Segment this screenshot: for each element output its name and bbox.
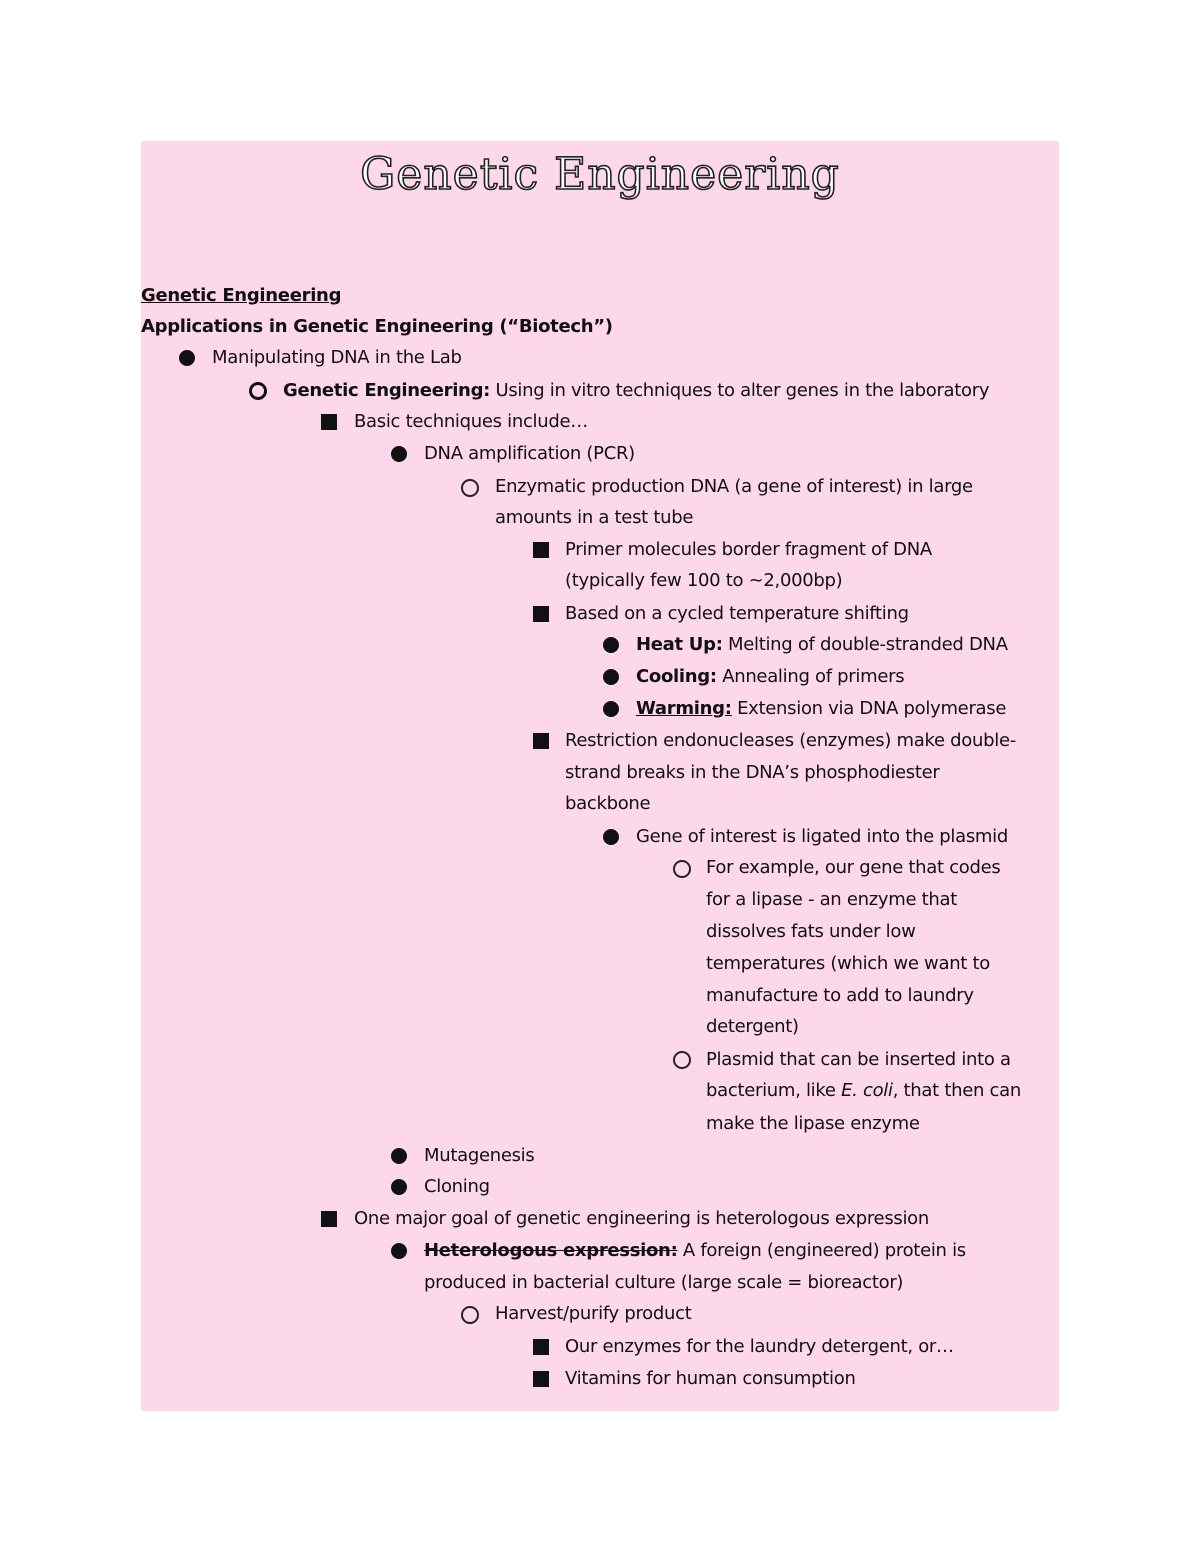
square-bullet-icon (533, 542, 549, 558)
list-item (636, 693, 1006, 725)
list-item: Mutagenesis (424, 1145, 535, 1166)
disc-bullet-icon (391, 446, 407, 462)
definition-text: Extension via DNA polymerase (731, 698, 1007, 719)
section-heading: Genetic Engineering (141, 285, 342, 306)
disc-bullet-icon (603, 829, 619, 845)
disc-bullet-icon (391, 1243, 407, 1259)
list-item (424, 1235, 966, 1267)
disc-bullet-icon (603, 669, 619, 685)
square-bullet-icon (321, 414, 337, 430)
list-item-continuation: backbone (565, 793, 651, 814)
term-warming: Warming: (636, 698, 732, 719)
term-heat-up: Heat Up: (636, 634, 723, 655)
circle-bullet-icon (461, 479, 479, 497)
list-item (636, 661, 904, 693)
list-item-continuation: dissolves fats under low (706, 921, 916, 942)
list-item: Basic techniques include… (354, 411, 588, 432)
list-item-continuation: strand breaks in the DNA’s phosphodiester (565, 762, 940, 783)
list-item (636, 629, 1008, 661)
list-item-continuation: produced in bacterial culture (large scale = bioreactor) (424, 1272, 904, 1293)
circle-bullet-icon (673, 860, 691, 878)
list-item-continuation: make the lipase enzyme (706, 1113, 920, 1134)
list-item-continuation: (typically few 100 to ~2,000bp) (565, 570, 843, 591)
term-genetic-engineering: Genetic Engineering: (283, 380, 491, 401)
circle-bullet-icon (673, 1051, 691, 1069)
definition-text: A foreign (engineered) protein is (677, 1240, 966, 1261)
list-item-continuation: manufacture to add to laundry (706, 985, 974, 1006)
list-item: Based on a cycled temperature shifting (565, 603, 909, 624)
circle-bullet-icon (249, 382, 267, 400)
square-bullet-icon (533, 606, 549, 622)
list-item: Vitamins for human consumption (565, 1368, 856, 1389)
list-item-continuation: for a lipase - an enzyme that (706, 889, 957, 910)
disc-bullet-icon (603, 701, 619, 717)
list-item: Enzymatic production DNA (a gene of interest) in large (495, 476, 973, 497)
document-title: Genetic Engineering (360, 149, 840, 200)
list-item (283, 375, 989, 407)
definition-text: Using in vitro techniques to alter genes in the laboratory (490, 380, 990, 401)
definition-text: Annealing of primers (716, 666, 905, 687)
list-item-continuation: detergent) (706, 1016, 799, 1037)
list-item: Restriction endonucleases (enzymes) make double- (565, 730, 1016, 751)
list-item: For example, our gene that codes (706, 857, 1001, 878)
list-item-continuation: temperatures (which we want to (706, 953, 990, 974)
square-bullet-icon (533, 1371, 549, 1387)
list-item: Plasmid that can be inserted into a (706, 1049, 1011, 1070)
list-item: DNA amplification (PCR) (424, 443, 635, 464)
definition-text: Melting of double-stranded DNA (722, 634, 1008, 655)
subsection-heading: Applications in Genetic Engineering (“Biotech”) (141, 316, 613, 337)
list-item: Cloning (424, 1176, 490, 1197)
organism-name: E. coli (841, 1080, 893, 1101)
term-heterologous-expression: Heterologous expression: (424, 1240, 678, 1261)
square-bullet-icon (533, 1339, 549, 1355)
square-bullet-icon (533, 733, 549, 749)
disc-bullet-icon (391, 1179, 407, 1195)
text-span: bacterium, like (706, 1080, 842, 1101)
list-item-continuation: amounts in a test tube (495, 507, 694, 528)
square-bullet-icon (321, 1211, 337, 1227)
list-item: Our enzymes for the laundry detergent, or… (565, 1336, 954, 1357)
list-item: Harvest/purify product (495, 1303, 692, 1324)
term-cooling: Cooling: (636, 666, 717, 687)
disc-bullet-icon (179, 350, 195, 366)
circle-bullet-icon (461, 1306, 479, 1324)
list-item: One major goal of genetic engineering is heterologous expression (354, 1208, 930, 1229)
list-item: Gene of interest is ligated into the plasmid (636, 826, 1008, 847)
list-item-continuation (706, 1075, 1021, 1107)
disc-bullet-icon (391, 1148, 407, 1164)
disc-bullet-icon (603, 637, 619, 653)
list-item: Primer molecules border fragment of DNA (565, 539, 932, 560)
list-item: Manipulating DNA in the Lab (212, 347, 462, 368)
text-span: , that then can (892, 1080, 1021, 1101)
